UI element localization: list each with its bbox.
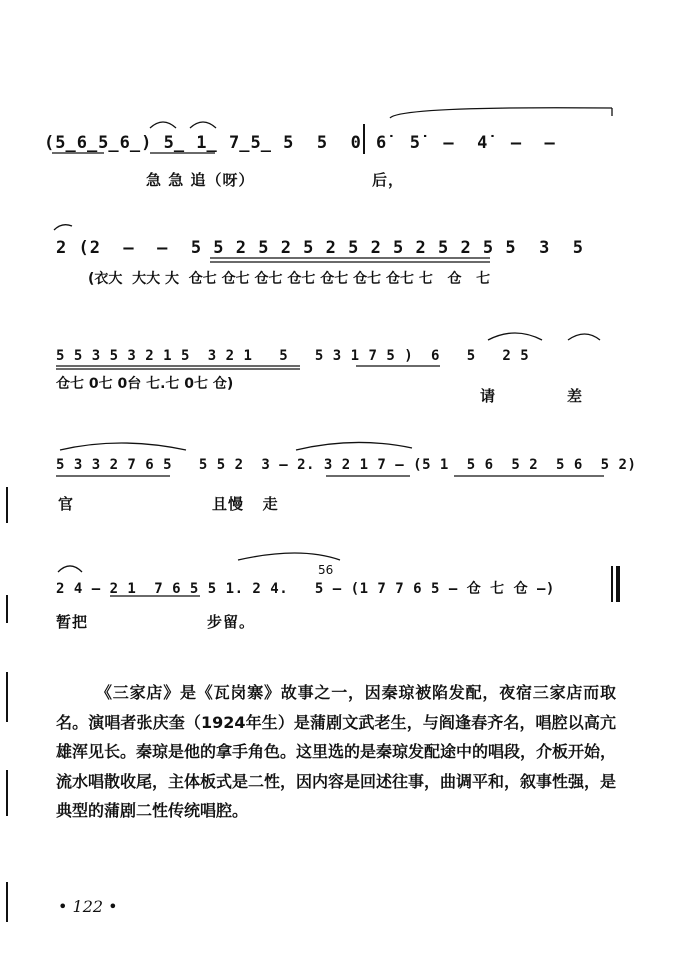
score-line-1-notes-a: (5̲6̲5̲6̲) 5̲ 1̲ 7̲5̲ 5 5 0 bbox=[44, 133, 362, 153]
slur bbox=[296, 442, 412, 450]
margin-mark bbox=[6, 672, 8, 722]
score-line-1-lyric-b: 后， bbox=[372, 171, 405, 189]
final-bar-thin bbox=[611, 566, 613, 602]
margin-mark bbox=[6, 595, 8, 623]
margin-mark bbox=[6, 770, 8, 816]
score-line-3-lyric-b: 差 bbox=[567, 387, 584, 405]
slur bbox=[58, 566, 82, 572]
score-line-3-notes: 5 5 3 5 3 2 1 5 3 2 1 5 5 3 1 7 5 ) 6 5 2 5 bbox=[56, 348, 530, 364]
slur bbox=[150, 122, 176, 128]
score-line-4-lyric-b: 且慢 走 bbox=[212, 495, 279, 513]
phrase-slur bbox=[390, 108, 612, 118]
margin-mark bbox=[6, 487, 8, 523]
slur bbox=[568, 334, 600, 340]
final-bar-thick bbox=[616, 566, 620, 602]
score-line-3-percussion: 仓七 0七 0台 七.七 0七 仓) bbox=[56, 376, 234, 392]
page-number: • 122 • bbox=[58, 897, 118, 916]
score-line-3-lyric-a: 请 bbox=[480, 387, 497, 405]
score-line-2-percussion: (衣大 大大 大 仓七 仓七 仓七 仓七 仓七 仓七 仓七 七 仓 七 bbox=[88, 271, 491, 287]
slur bbox=[190, 122, 216, 128]
slur bbox=[54, 225, 72, 230]
score-line-1-notes-b: 6̇ 5̇ – 4̇ – – bbox=[376, 133, 556, 153]
body-paragraph: 《三家店》是《瓦岗寨》故事之一，因秦琼被陷发配，夜宿三家店而取名。演唱者张庆奎（1924年生）是蒲剧文武老生，与阎逢春齐名，唱腔以高亢雄浑见长。秦琼是他的拿手角色。这里选的是秦琼发配途中的唱段，介板开始，流水唱散收尾，主体板式是二性，因内容是回述往事，曲调平和，叙事性强，是典型的蒲剧二性传统唱腔。 bbox=[56, 683, 617, 820]
grace-notes: 56 bbox=[318, 563, 334, 577]
score-line-5-notes: 2 4 – 2 1 7 6 5 5 1. 2 4. 5 – (1 7 7 6 5 – 仓 七 仓 –) bbox=[56, 581, 555, 597]
slur bbox=[488, 333, 542, 340]
bar-line bbox=[363, 124, 365, 154]
margin-mark bbox=[6, 882, 8, 922]
score-line-5-lyric-b: 步留。 bbox=[207, 613, 256, 631]
score-line-4-notes: 5 3 3 2 7 6 5 5 5 2 3 – 2. 3 2 1 7 – (5 1 5 6 5 2 5 6 5 2) bbox=[56, 457, 637, 473]
score-line-2-notes: 2 (2 – – 5 5 2 5 2 5 2 5 2 5 2 5 2 5 5 3 5 bbox=[56, 238, 585, 258]
score-line-5-lyric-a: 暂把 bbox=[56, 613, 89, 631]
slur bbox=[238, 553, 340, 560]
score-line-4-lyric-a: 官 bbox=[58, 495, 75, 513]
slur bbox=[60, 443, 186, 450]
score-line-1-lyric-a: 急 急 追（呀） bbox=[146, 171, 255, 189]
